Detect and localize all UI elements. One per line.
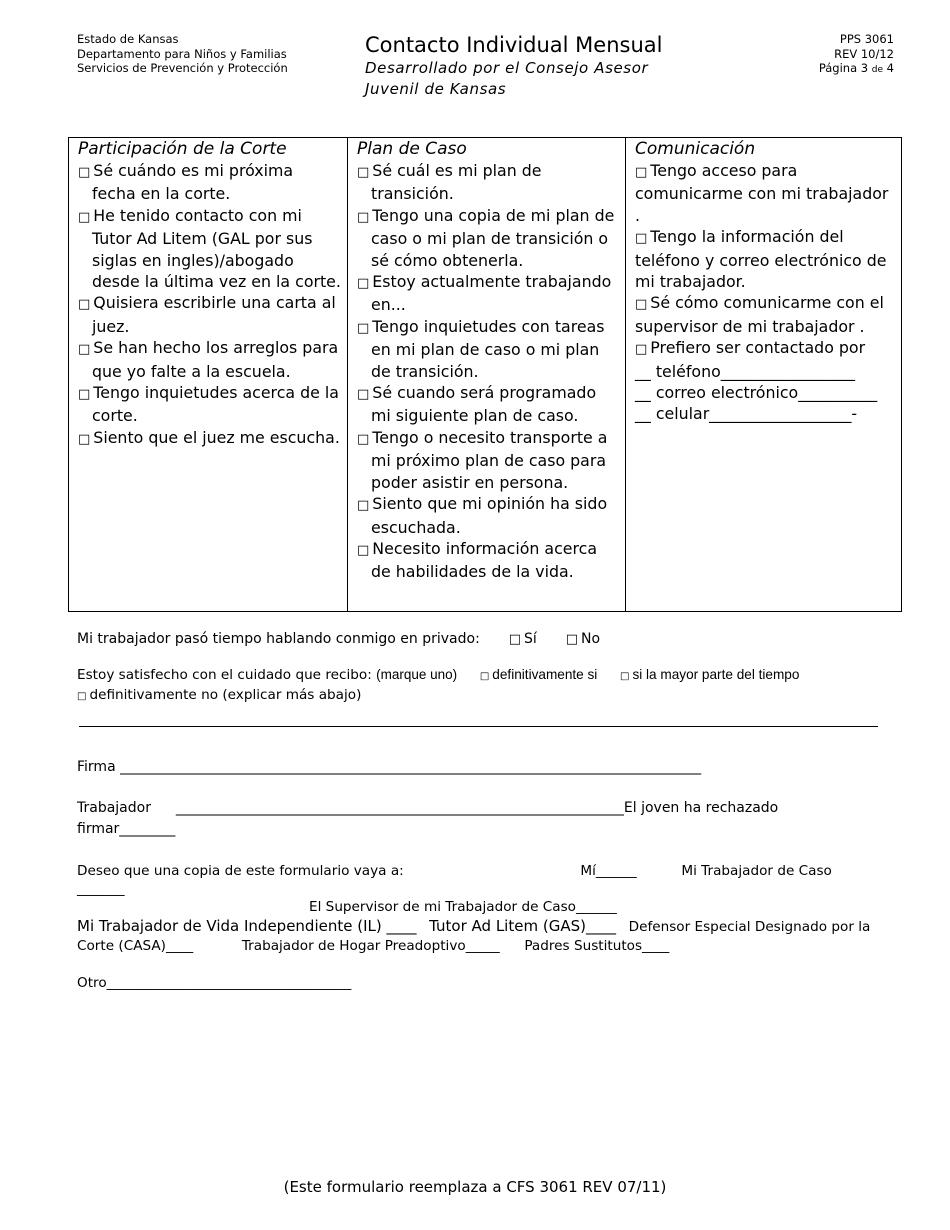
contact-email-field[interactable]: __ correo electrónico__________ — [635, 383, 878, 403]
checkbox-icon[interactable]: □ — [78, 387, 91, 403]
copy-to-case-worker[interactable]: Mi Trabajador de Caso _______ — [77, 863, 832, 897]
checkbox-icon[interactable]: □ — [508, 632, 521, 647]
satisfaction-option-definitely-no[interactable]: definitivamente no (explicar más abajo) — [89, 687, 362, 703]
checklist-item[interactable]: □ Necesito información acerca de habilidades de la vida. — [357, 538, 598, 582]
checklist-item[interactable]: □ Sé cómo comunicarme con el supervisor de mi trabajador . — [635, 293, 884, 336]
checklist-item[interactable]: □ He tenido contacto con mi Tutor Ad Litem (GAL por sus siglas en ingles)/abogado desde la última vez en la corte. — [78, 205, 341, 292]
copy-to-gal[interactable]: Tutor Ad Litem (GAS)____ — [429, 917, 616, 935]
agency-block — [77, 32, 288, 76]
state-name: Estado de Kansas — [77, 32, 179, 46]
checklist-item[interactable]: □ Estoy actualmente trabajando en... — [357, 272, 612, 315]
service-name: Servicios de Prevención y Protección — [77, 61, 288, 75]
satisfaction-label: Estoy satisfecho con el cuidado que recibo: — [77, 667, 372, 683]
court-heading: Participación de la Corte — [78, 139, 287, 159]
checkbox-icon[interactable]: □ — [78, 209, 91, 225]
signature-field[interactable]: Firma ___________________________________________________________________________________ — [77, 759, 702, 775]
worker-signature-field[interactable]: ________________________________________________________________ — [175, 800, 624, 816]
case-plan-column — [347, 138, 625, 611]
checkbox-icon[interactable]: □ — [357, 209, 370, 225]
checkbox-icon[interactable]: □ — [565, 632, 578, 647]
checkbox-icon[interactable]: □ — [357, 276, 370, 292]
checklist-item[interactable]: □ Se han hecho los arreglos para que yo falte a la escuela. — [78, 338, 339, 381]
checklist-item[interactable]: □ Tengo inquietudes con tareas en mi plan de caso o mi plan de transición. — [357, 316, 605, 381]
checkbox-icon[interactable]: □ — [619, 671, 630, 682]
satisfaction-option-mostly[interactable]: si la mayor parte del tiempo — [632, 667, 800, 682]
checkbox-icon[interactable]: □ — [479, 671, 490, 682]
copy-to-il-worker[interactable]: Mi Trabajador de Vida Independiente (IL) ____ — [77, 917, 417, 935]
form-id-block — [819, 32, 894, 78]
contact-cell-field[interactable]: __ celular__________________- — [635, 404, 858, 424]
checklist-item[interactable]: □ Siento que el juez me escucha. — [78, 427, 340, 447]
copy-to-row-2 — [77, 917, 907, 956]
private-talk-no[interactable]: No — [580, 631, 601, 647]
communication-heading: Comunicación — [635, 139, 756, 159]
copy-to-preadoptive[interactable]: Trabajador de Hogar Preadoptivo_____ — [241, 938, 500, 954]
checkbox-icon[interactable]: □ — [78, 342, 91, 358]
court-column — [69, 138, 347, 611]
checkbox-icon[interactable]: □ — [357, 165, 370, 180]
checklist-item[interactable]: □ Tengo inquietudes acerca de la corte. — [78, 383, 339, 426]
form-revision: REV 10/12 — [834, 46, 894, 61]
explanation-line[interactable] — [79, 726, 878, 727]
form-number: PPS 3061 — [839, 32, 894, 46]
checkbox-icon[interactable]: □ — [357, 498, 370, 514]
checklist-item[interactable]: □ Siento que mi opinión ha sido escuchada. — [357, 494, 608, 537]
private-talk-label: Mi trabajador pasó tiempo hablando conmigo en privado: — [77, 631, 480, 647]
copy-to-label: Deseo que una copia de este formulario vaya a: — [77, 863, 404, 879]
checklist-item[interactable]: □ Sé cuándo es mi próxima fecha en la corte. — [78, 161, 294, 204]
worker-label: Trabajador — [77, 800, 151, 816]
checkbox-icon[interactable]: □ — [78, 431, 91, 447]
checkbox-icon[interactable]: □ — [635, 297, 648, 313]
copy-to-foster-parents[interactable]: Padres Sustitutos____ — [524, 938, 670, 954]
title-block — [365, 32, 695, 100]
checkbox-icon[interactable]: □ — [77, 691, 87, 702]
form-subtitle-line2: Juvenil de Kansas — [365, 80, 507, 98]
checkbox-icon[interactable]: □ — [635, 165, 648, 180]
copy-to-casa[interactable]: Defensor Especial Designado por la Corte (CASA)____ — [77, 919, 871, 954]
form-title: Contacto Individual Mensual — [365, 33, 663, 57]
checklist-item[interactable]: □ Tengo acceso para comunicarme con mi trabajador . — [635, 161, 889, 225]
form-footer: (Este formulario reemplaza a CFS 3061 REV 07/11) — [283, 1178, 667, 1196]
copy-to-row — [77, 862, 877, 916]
satisfaction-option-definitely-yes[interactable]: definitivamente si — [492, 667, 598, 682]
form-subtitle-line1: Desarrollado por el Consejo Asesor — [365, 59, 649, 77]
private-talk-yes[interactable]: Sí — [524, 631, 537, 647]
communication-column — [625, 138, 901, 611]
checklist-item[interactable]: □ Tengo una copia de mi plan de caso o mi plan de transición o sé cómo obtenerla. — [357, 205, 615, 270]
page-indicator: Página 3 de 4 — [818, 61, 894, 75]
youth-declined-field[interactable]: El joven ha rechazado firmar________ — [77, 800, 779, 837]
copy-to-me[interactable]: Mí______ — [580, 863, 637, 879]
checkbox-icon[interactable]: □ — [357, 542, 370, 558]
checklist-item[interactable]: □ Tengo o necesito transporte a mi próximo plan de caso para poder asistir en persona. — [357, 427, 608, 492]
worker-signature-row — [77, 798, 857, 840]
private-talk-row — [77, 630, 600, 649]
checkbox-icon[interactable]: □ — [635, 231, 648, 247]
checkbox-icon[interactable]: □ — [78, 297, 91, 313]
checklist-item[interactable]: □ Sé cuando será programado mi siguiente plan de caso. — [357, 383, 597, 426]
satisfaction-hint: (marque uno) — [376, 667, 458, 682]
checkbox-icon[interactable]: □ — [357, 387, 370, 403]
checkbox-icon[interactable]: □ — [357, 320, 370, 336]
checklist-table — [68, 137, 902, 612]
contact-phone-field[interactable]: __ teléfono_________________ — [635, 361, 856, 381]
copy-to-supervisor[interactable]: El Supervisor de mi Trabajador de Caso______ — [309, 899, 617, 915]
copy-to-other[interactable]: Otro____________________________________ — [77, 975, 352, 991]
checklist-item[interactable]: □ Quisiera escribirle una carta al juez. — [78, 293, 336, 336]
checkbox-icon[interactable]: □ — [78, 165, 91, 180]
checklist-item[interactable]: □ Prefiero ser contactado por — [635, 338, 866, 358]
checkbox-icon[interactable]: □ — [357, 431, 370, 447]
department-name: Departamento para Niños y Familias — [77, 46, 287, 61]
satisfaction-row — [77, 666, 907, 706]
checklist-item[interactable]: □ Tengo la información del teléfono y correo electrónico de mi trabajador. — [635, 227, 887, 292]
checkbox-icon[interactable]: □ — [635, 342, 648, 358]
checklist-item[interactable]: □ Sé cuál es mi plan de transición. — [357, 161, 542, 204]
case-plan-heading: Plan de Caso — [357, 139, 467, 159]
